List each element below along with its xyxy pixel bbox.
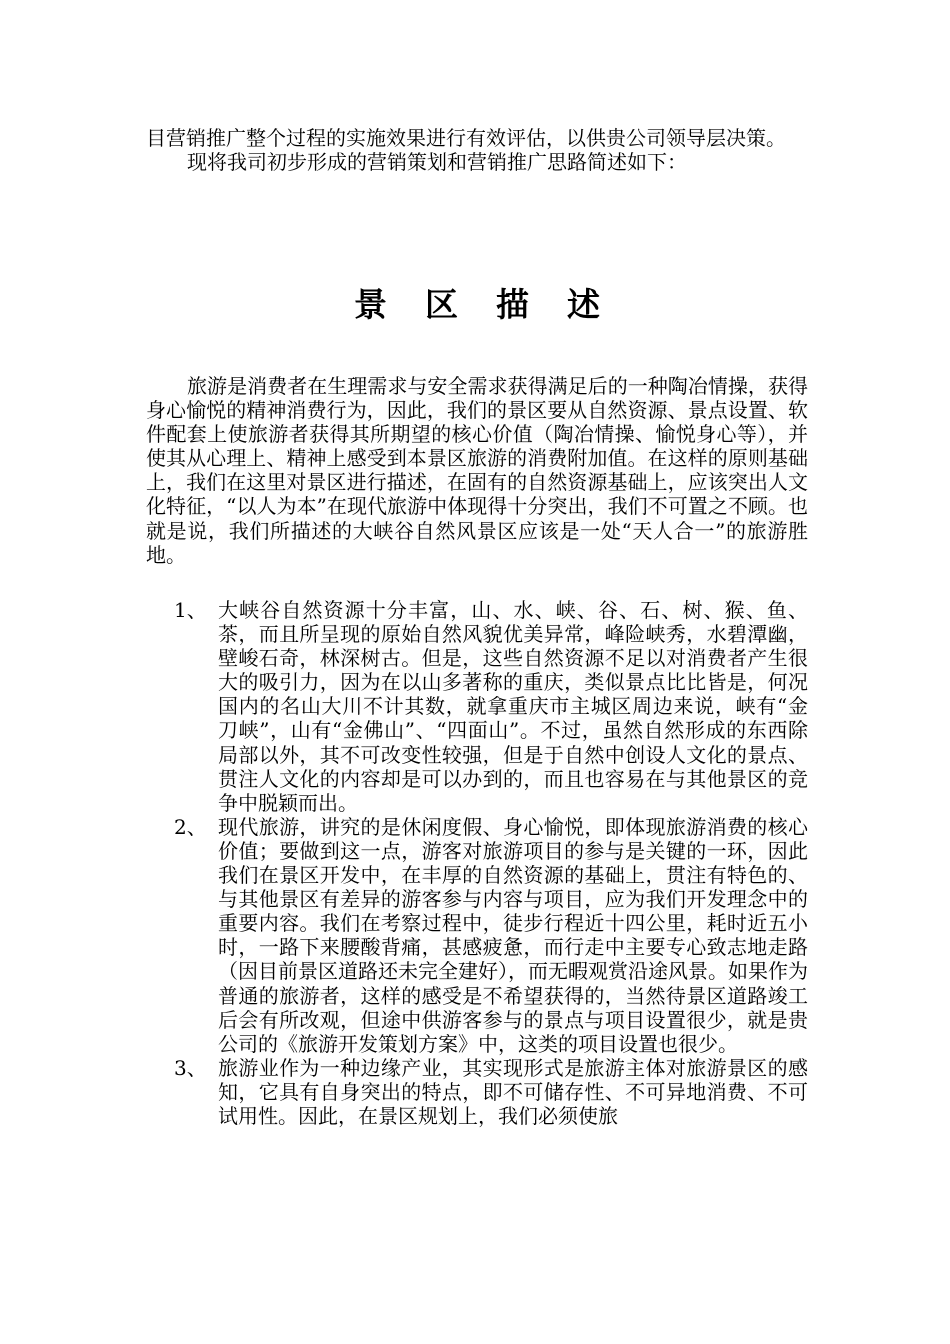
intro-continued-paragraph: 目营销推广整个过程的实施效果进行有效评估，以供贵公司领导层决策。 <box>146 126 786 150</box>
list-item-number: 1、 <box>174 598 207 622</box>
list-item-number: 3、 <box>174 1055 207 1080</box>
list-item-number: 2、 <box>174 814 207 839</box>
numbered-list <box>146 598 808 1128</box>
section-paragraph: 旅游是消费者在生理需求与安全需求获得满足后的一种陶冶情操，获得身心愉悦的精神消费行为，因此，我们的景区要从自然资源、景点设置、软件配套上使旅游者获得其所期望的核心价值（陶冶情操、愉悦身心等），并使其从心理上、精神上感受到本景区旅游的消费附加值。在这样的原则基础上，我们在这里对景区进行描述，在固有的自然资源基础上，应该突出人文化特征，“以人为本”在现代旅游中体现得十分突出，我们不可置之不顾。也就是说，我们所描述的大峡谷自然风景区应该是一处“天人合一”的旅游胜地。 <box>146 374 808 567</box>
list-item-text: 大峡谷自然资源十分丰富，山、水、峡、谷、石、树、猴、鱼、茶，而且所呈现的原始自然风貌优美异常，峰险峡秀，水碧潭幽，壁峻石奇，林深树古。但是，这些自然资源不足以对消费者产生很大的吸引力，因为在以山多著称的重庆，类似景点比比皆是，何况国内的名山大川不计其数，就拿重庆市主城区周边来说，峡有“金刀峡”，山有“金佛山”、“四面山”。不过，虽然自然形成的东西除局部以外，其不可改变性较强，但是于自然中创设人文化的景点、贯注人文化的内容却是可以办到的，而且也容易在与其他景区的竞争中脱颖而出。 <box>218 598 808 815</box>
intro-block <box>146 126 808 174</box>
list-item <box>146 815 808 1056</box>
intro-lead-paragraph: 现将我司初步形成的营销策划和营销推广思路简述如下： <box>187 150 687 175</box>
list-item-text: 旅游业作为一种边缘产业，其实现形式是旅游主体对旅游景区的感知，它具有自身突出的特点，即不可储存性、不可异地消费、不可试用性。因此，在景区规划上，我们必须使旅 <box>218 1055 808 1128</box>
section-title: 景区描述 <box>354 285 638 324</box>
list-item <box>146 1056 808 1128</box>
list-item-text: 现代旅游，讲究的是休闲度假、身心愉悦，即体现旅游消费的核心价值；要做到这一点，游客对旅游项目的参与是关键的一环，因此我们在景区开发中，在丰厚的自然资源的基础上，贯注有特色的、与其他景区有差异的游客参与内容与项目，应为我们开发理念中的重要内容。我们在考察过程中，徒步行程近十四公里，耗时近五小时，一路下来腰酸背痛，甚感疲惫，而行走中主要专心致志地走路（因目前景区道路还未完全建好），而无暇观赏沿途风景。如果作为普通的旅游者，这样的感受是不希望获得的，当然待景区道路竣工后会有所改观，但途中供游客参与的景点与项目设置很少，就是贵公司的《旅游开发策划方案》中，这类的项目设置也很少。 <box>218 814 808 1056</box>
list-item <box>146 598 808 815</box>
